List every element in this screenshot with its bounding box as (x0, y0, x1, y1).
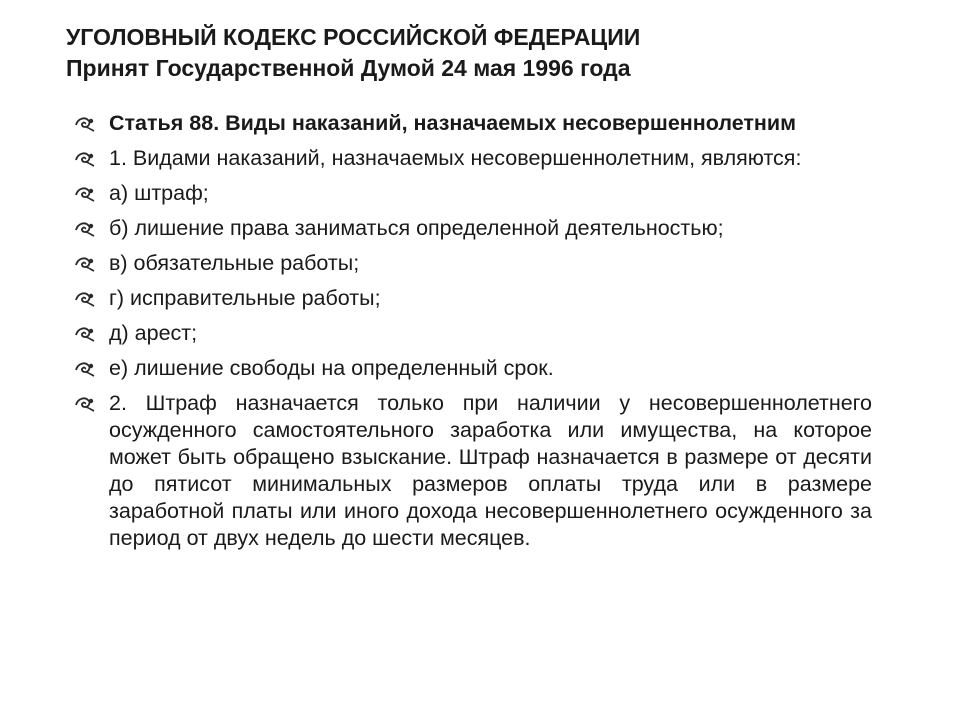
list-item-text: б) лишение права заниматься определенной деятельностью; (109, 216, 724, 240)
list-item-text: г) исправительные работы; (109, 286, 381, 310)
list-item (72, 320, 872, 347)
fleuron-bullet-icon (72, 215, 98, 242)
fleuron-bullet-icon (72, 180, 98, 207)
list-item-article-heading (72, 110, 872, 137)
list-item-text: в) обязательные работы; (109, 251, 360, 275)
list-item (72, 285, 872, 312)
bullet-list (72, 110, 872, 560)
fleuron-bullet-icon (72, 285, 98, 312)
fleuron-bullet-icon (72, 355, 98, 382)
list-item-text: 1. Видами наказаний, назначаемых несовершеннолетним, являются: (109, 146, 802, 170)
fleuron-bullet-icon (72, 390, 98, 417)
list-item-text: Статья 88. Виды наказаний, назначаемых несовершеннолетним (109, 111, 797, 135)
list-item (72, 355, 872, 382)
list-item-paragraph (72, 390, 872, 552)
list-item (72, 145, 872, 172)
list-item (72, 250, 872, 277)
fleuron-bullet-icon (72, 320, 98, 347)
fleuron-bullet-icon (72, 110, 98, 137)
list-item-text: е) лишение свободы на определенный срок. (109, 356, 554, 380)
title-line-2: Принят Государственной Думой 24 мая 1996 года (66, 55, 631, 81)
list-item (72, 215, 872, 242)
page-title (66, 22, 926, 84)
fleuron-bullet-icon (72, 250, 98, 277)
title-line-1: УГОЛОВНЫЙ КОДЕКС РОССИЙСКОЙ ФЕДЕРАЦИИ (66, 24, 641, 50)
list-item-text: 2. Штраф назначается только при наличии у несовершеннолетнего осужденного самостоятельного заработка или имущества, на которое может быть обращено взыскание. Штраф назначается в размере от десяти до пятисот минимальных размеров оплаты труда или в размере заработной платы или иного дохода несовершеннолетнего осужденного за период от двух недель до шести месяцев. (109, 391, 872, 550)
fleuron-bullet-icon (72, 145, 98, 172)
list-item-text: д) арест; (109, 321, 198, 345)
list-item-text: а) штраф; (109, 181, 209, 205)
list-item (72, 180, 872, 207)
